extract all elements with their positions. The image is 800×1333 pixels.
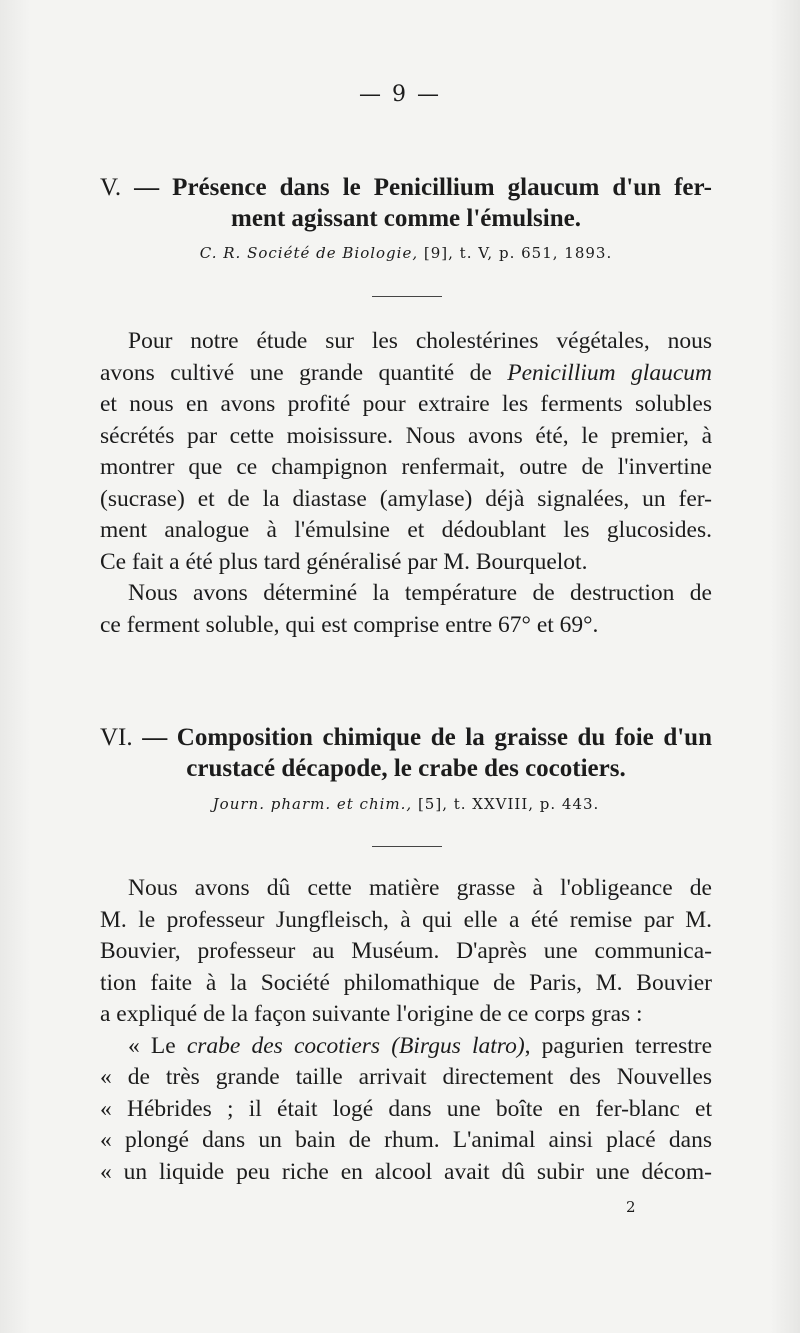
section-6-citation — [100, 795, 712, 813]
section-divider — [372, 296, 442, 297]
section-6-citation-journal: Journ. pharm. et chim., — [212, 795, 413, 813]
text-line: (sucrase) et de la diastase (amylase) déjà signalées, un fer- — [100, 485, 712, 512]
section-6-title-line2: crustacé décapode, le crabe des cocotiers. — [186, 755, 626, 782]
section-divider — [372, 846, 442, 847]
text-line: tion faite à la Société philomathique de Paris, M. Bouvier — [100, 969, 712, 996]
text-line: Bouvier, professeur au Muséum. D'après une communica- — [100, 938, 712, 964]
species-name: crabe des cocotiers (Birgus latro) — [186, 1032, 525, 1059]
section-5-title-line2: ment agissant comme l'émulsine. — [231, 205, 581, 232]
species-name: Penicillium glaucum — [507, 359, 712, 386]
text-line: « plongé dans un bain de rhum. L'animal ainsi placé dans — [100, 1127, 712, 1153]
text-line: M. le professeur Jungfleisch, à qui elle a été remise par M. — [100, 906, 712, 933]
text-line: Pour notre étude sur les cholestérines végétales, nous — [128, 328, 712, 354]
text-line: ce ferment soluble, qui est comprise entre 67° et 69°. — [100, 611, 599, 638]
text-line: « Le crabe des cocotiers (Birgus latro), pagurien terrestre — [128, 1032, 712, 1059]
section-6-title-line1: — Composition chimique de la graisse du foie d'un — [132, 724, 712, 751]
page-number: — 9 — — [359, 82, 441, 107]
section-5-heading — [100, 172, 712, 234]
text-line: Nous avons dû cette matière grasse à l'obligeance de — [128, 875, 712, 901]
section-5-citation-ref: [9], t. V, p. 651, 1893. — [418, 244, 613, 262]
section-6-number: VI. — [100, 724, 133, 751]
section-6-citation-ref: [5], t. XXVIII, p. 443. — [412, 795, 600, 813]
text-line: montrer que ce champignon renfermait, outre de l'invertine — [100, 454, 712, 480]
section-5-citation-journal: C. R. Société de Biologie, — [199, 244, 419, 262]
signature-mark: 2 — [626, 1198, 636, 1216]
text-line: sécrétés par cette moisissure. Nous avons été, le premier, à — [100, 422, 712, 449]
text-line: « un liquide peu riche en alcool avait dû subir une décom- — [100, 1158, 712, 1185]
text-line: ment analogue à l'émulsine et dédoublant les glucosides. — [100, 517, 712, 543]
text-line: « de très grande taille arrivait directement des Nouvelles — [100, 1064, 712, 1090]
section-5-body — [100, 326, 712, 641]
text-line: Nous avons déterminé la température de destruction de — [128, 580, 712, 606]
section-5-citation — [100, 244, 712, 262]
section-6-body — [100, 873, 712, 1188]
section-6-heading — [100, 722, 712, 784]
text-line: et nous en avons profité pour extraire les ferments solubles — [100, 391, 712, 417]
section-5-number: V. — [100, 174, 122, 201]
text-line: « Hébrides ; il était logé dans une boîte en fer-blanc et — [100, 1095, 712, 1122]
text-line: avons cultivé une grande quantité de Penicillium glaucum — [100, 359, 712, 386]
text-line: a expliqué de la façon suivante l'origine de ce corps gras : — [100, 1001, 643, 1027]
text-line: Ce fait a été plus tard généralisé par M. Bourquelot. — [100, 548, 588, 575]
section-5-title-line1: — Présence dans le Penicillium glaucum d'un fer- — [121, 174, 712, 201]
